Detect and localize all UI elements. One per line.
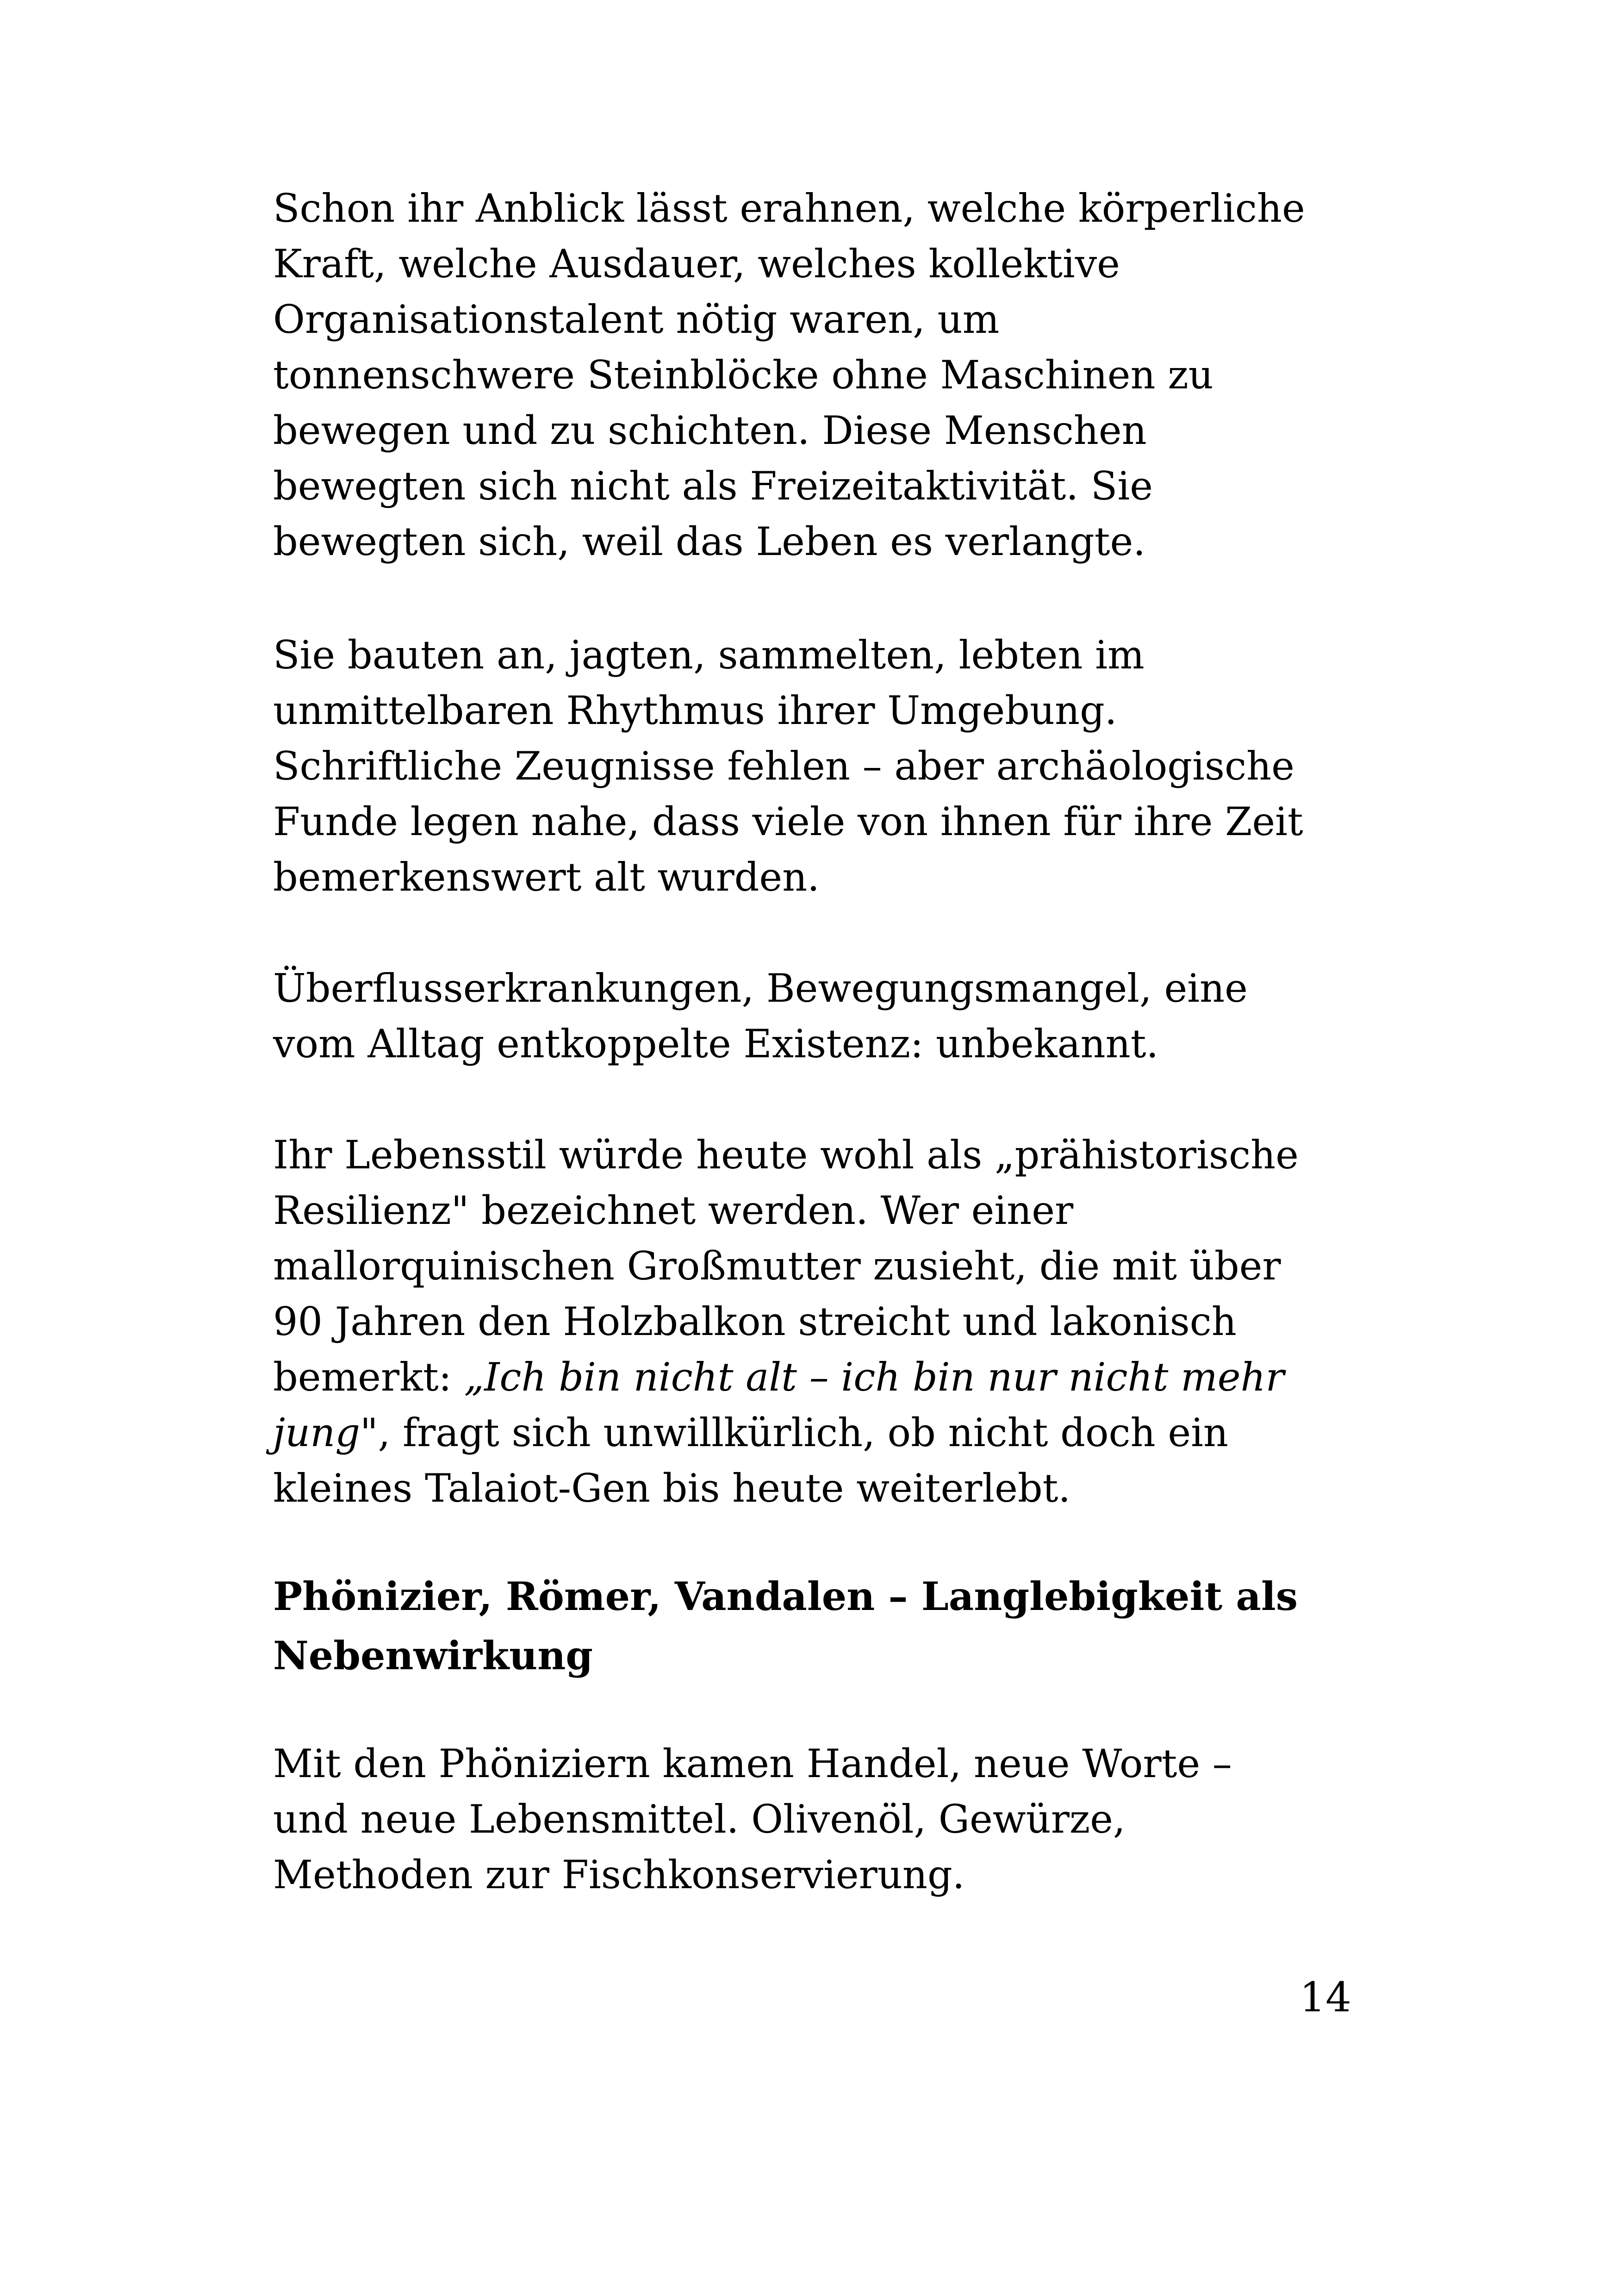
- p1-line-1: Schon ihr Anblick lässt erahnen, welche körperliche: [273, 186, 1305, 231]
- paragraph-2: [273, 627, 1365, 905]
- p2-line-2: unmittelbaren Rhythmus ihrer Umgebung.: [273, 688, 1117, 733]
- quote-part-1: „Ich bin nicht alt – ich bin nur nicht mehr: [464, 1354, 1284, 1400]
- p1-line-5: bewegen und zu schichten. Diese Menschen: [273, 408, 1147, 453]
- heading-line-1: Phönizier, Römer, Vandalen – Langlebigkeit als: [273, 1573, 1298, 1619]
- page-number: 14: [1300, 1973, 1351, 2021]
- p4-line-1: Ihr Lebensstil würde heute wohl als „prähistorische: [273, 1132, 1299, 1178]
- heading-line-2: Nebenwirkung: [273, 1633, 593, 1678]
- p5-line-2: und neue Lebensmittel. Olivenöl, Gewürze,: [273, 1797, 1126, 1842]
- p3-line-2: vom Alltag entkoppelte Existenz: unbekannt.: [273, 1021, 1159, 1067]
- paragraph-1: [273, 181, 1365, 569]
- p1-line-4: tonnenschwere Steinblöcke ohne Maschinen zu: [273, 352, 1214, 398]
- p4-line-2: Resilienz" bezeichnet werden. Wer einer: [273, 1188, 1074, 1233]
- p5-line-3: Methoden zur Fischkonservierung.: [273, 1852, 965, 1897]
- p4-line-5-prefix: bemerkt:: [273, 1354, 464, 1400]
- paragraph-3: [273, 961, 1365, 1072]
- p2-line-1: Sie bauten an, jagten, sammelten, lebten im: [273, 632, 1145, 678]
- paragraph-4: [273, 1127, 1365, 1516]
- section-heading: [273, 1567, 1365, 1685]
- p1-line-2: Kraft, welche Ausdauer, welches kollektive: [273, 241, 1120, 287]
- p3-line-1: Überflusserkrankungen, Bewegungsmangel, eine: [273, 966, 1248, 1011]
- p4-line-3: mallorquinischen Großmutter zusieht, die mit über: [273, 1243, 1281, 1289]
- p4-line-4: 90 Jahren den Holzbalkon streicht und lakonisch: [273, 1299, 1237, 1344]
- p1-line-6: bewegten sich nicht als Freizeitaktivität. Sie: [273, 463, 1153, 509]
- p2-line-3: Schriftliche Zeugnisse fehlen – aber archäologische: [273, 743, 1294, 789]
- p4-line-7: kleines Talaiot-Gen bis heute weiterlebt.: [273, 1466, 1071, 1511]
- quote-part-2: jung": [273, 1410, 378, 1455]
- p5-line-1: Mit den Phöniziern kamen Handel, neue Worte –: [273, 1741, 1232, 1786]
- p1-line-7: bewegten sich, weil das Leben es verlangte.: [273, 519, 1145, 564]
- p2-line-4: Funde legen nahe, dass viele von ihnen für ihre Zeit: [273, 799, 1303, 844]
- p2-line-5: bemerkenswert alt wurden.: [273, 855, 820, 900]
- p1-line-3: Organisationstalent nötig waren, um: [273, 297, 1000, 342]
- paragraph-5: [273, 1736, 1365, 1903]
- p4-line-6-suffix: , fragt sich unwillkürlich, ob nicht doch ein: [378, 1410, 1229, 1455]
